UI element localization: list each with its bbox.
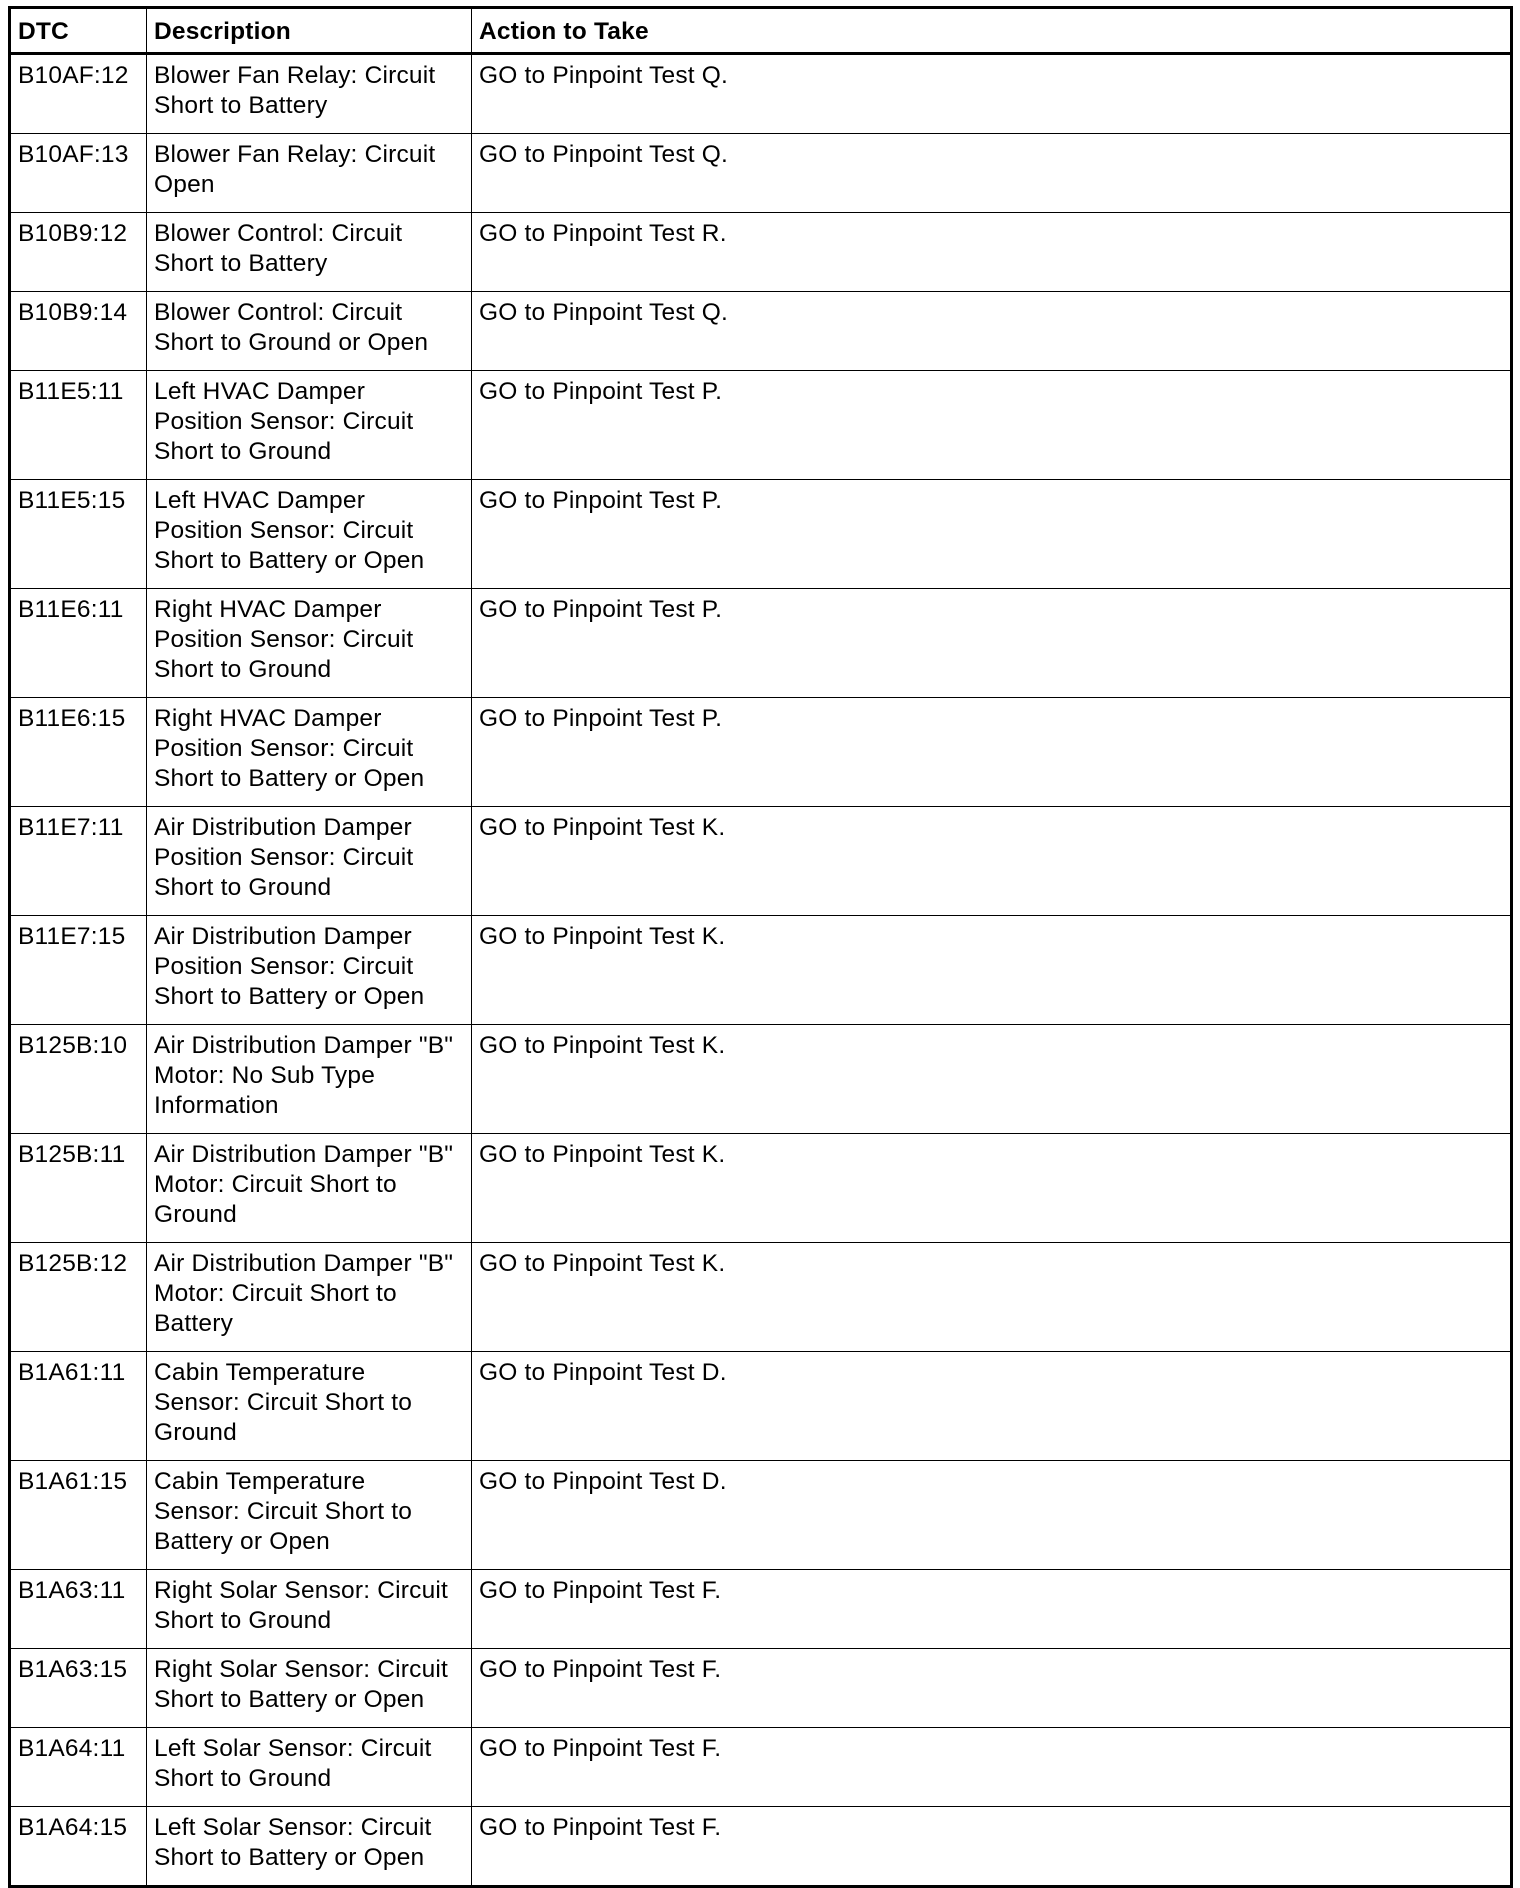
cell-action: GO to Pinpoint Test K.: [472, 1134, 1512, 1243]
table-row: [10, 1243, 1512, 1352]
cell-description: Air Distribution Damper Position Sensor: Circuit Short to Battery or Open: [147, 916, 472, 1025]
cell-dtc-code: B125B:10: [10, 1025, 147, 1134]
table-row: [10, 1352, 1512, 1461]
table-row: [10, 371, 1512, 480]
cell-dtc-code: B10B9:14: [10, 292, 147, 371]
table-row: [10, 480, 1512, 589]
table-row: [10, 1134, 1512, 1243]
cell-action: GO to Pinpoint Test K.: [472, 1025, 1512, 1134]
cell-description: Air Distribution Damper "B" Motor: Circuit Short to Ground: [147, 1134, 472, 1243]
cell-dtc-code: B11E5:15: [10, 480, 147, 589]
cell-description: Right HVAC Damper Position Sensor: Circuit Short to Ground: [147, 589, 472, 698]
cell-description: Blower Control: Circuit Short to Battery: [147, 213, 472, 292]
table-row: [10, 292, 1512, 371]
cell-dtc-code: B11E6:15: [10, 698, 147, 807]
cell-description: Air Distribution Damper Position Sensor: Circuit Short to Ground: [147, 807, 472, 916]
cell-action: GO to Pinpoint Test D.: [472, 1352, 1512, 1461]
cell-dtc-code: B10AF:13: [10, 134, 147, 213]
table-row: [10, 213, 1512, 292]
cell-description: Left Solar Sensor: Circuit Short to Ground: [147, 1728, 472, 1807]
cell-dtc-code: B11E7:15: [10, 916, 147, 1025]
cell-dtc-code: B125B:12: [10, 1243, 147, 1352]
cell-dtc-code: B11E6:11: [10, 589, 147, 698]
cell-action: GO to Pinpoint Test F.: [472, 1728, 1512, 1807]
cell-action: GO to Pinpoint Test Q.: [472, 292, 1512, 371]
cell-action: GO to Pinpoint Test P.: [472, 698, 1512, 807]
cell-dtc-code: B1A61:15: [10, 1461, 147, 1570]
table-row: [10, 1461, 1512, 1570]
cell-action: GO to Pinpoint Test P.: [472, 589, 1512, 698]
table-row: [10, 134, 1512, 213]
cell-dtc-code: B11E7:11: [10, 807, 147, 916]
cell-action: GO to Pinpoint Test D.: [472, 1461, 1512, 1570]
dtc-table: [8, 6, 1513, 1888]
cell-action: GO to Pinpoint Test P.: [472, 371, 1512, 480]
cell-description: Cabin Temperature Sensor: Circuit Short to Battery or Open: [147, 1461, 472, 1570]
cell-description: Right Solar Sensor: Circuit Short to Ground: [147, 1570, 472, 1649]
table-row: [10, 1570, 1512, 1649]
cell-action: GO to Pinpoint Test F.: [472, 1570, 1512, 1649]
cell-description: Cabin Temperature Sensor: Circuit Short to Ground: [147, 1352, 472, 1461]
cell-description: Blower Fan Relay: Circuit Open: [147, 134, 472, 213]
column-header-dtc: DTC: [10, 8, 147, 54]
cell-dtc-code: B10AF:12: [10, 54, 147, 134]
column-header-description: Description: [147, 8, 472, 54]
cell-dtc-code: B1A61:11: [10, 1352, 147, 1461]
table-row: [10, 589, 1512, 698]
cell-action: GO to Pinpoint Test F.: [472, 1807, 1512, 1887]
table-row: [10, 1807, 1512, 1887]
dtc-table-container: [8, 6, 1513, 1888]
cell-action: GO to Pinpoint Test K.: [472, 807, 1512, 916]
cell-dtc-code: B11E5:11: [10, 371, 147, 480]
cell-description: Left Solar Sensor: Circuit Short to Battery or Open: [147, 1807, 472, 1887]
cell-action: GO to Pinpoint Test K.: [472, 916, 1512, 1025]
table-row: [10, 807, 1512, 916]
cell-description: Left HVAC Damper Position Sensor: Circuit Short to Ground: [147, 371, 472, 480]
cell-description: Right HVAC Damper Position Sensor: Circuit Short to Battery or Open: [147, 698, 472, 807]
table-row: [10, 916, 1512, 1025]
table-row: [10, 1728, 1512, 1807]
cell-description: Air Distribution Damper "B" Motor: No Sub Type Information: [147, 1025, 472, 1134]
cell-dtc-code: B1A64:11: [10, 1728, 147, 1807]
table-row: [10, 1649, 1512, 1728]
cell-dtc-code: B1A63:15: [10, 1649, 147, 1728]
cell-description: Air Distribution Damper "B" Motor: Circuit Short to Battery: [147, 1243, 472, 1352]
cell-description: Right Solar Sensor: Circuit Short to Battery or Open: [147, 1649, 472, 1728]
cell-dtc-code: B1A64:15: [10, 1807, 147, 1887]
cell-action: GO to Pinpoint Test P.: [472, 480, 1512, 589]
cell-dtc-code: B1A63:11: [10, 1570, 147, 1649]
cell-action: GO to Pinpoint Test F.: [472, 1649, 1512, 1728]
cell-dtc-code: B10B9:12: [10, 213, 147, 292]
table-header-row: [10, 8, 1512, 54]
cell-action: GO to Pinpoint Test R.: [472, 213, 1512, 292]
cell-description: Blower Fan Relay: Circuit Short to Battery: [147, 54, 472, 134]
cell-description: Blower Control: Circuit Short to Ground or Open: [147, 292, 472, 371]
cell-dtc-code: B125B:11: [10, 1134, 147, 1243]
cell-action: GO to Pinpoint Test Q.: [472, 134, 1512, 213]
table-row: [10, 698, 1512, 807]
table-row: [10, 54, 1512, 134]
table-body: [10, 54, 1512, 1887]
cell-action: GO to Pinpoint Test K.: [472, 1243, 1512, 1352]
cell-description: Left HVAC Damper Position Sensor: Circuit Short to Battery or Open: [147, 480, 472, 589]
table-row: [10, 1025, 1512, 1134]
cell-action: GO to Pinpoint Test Q.: [472, 54, 1512, 134]
column-header-action: Action to Take: [472, 8, 1512, 54]
